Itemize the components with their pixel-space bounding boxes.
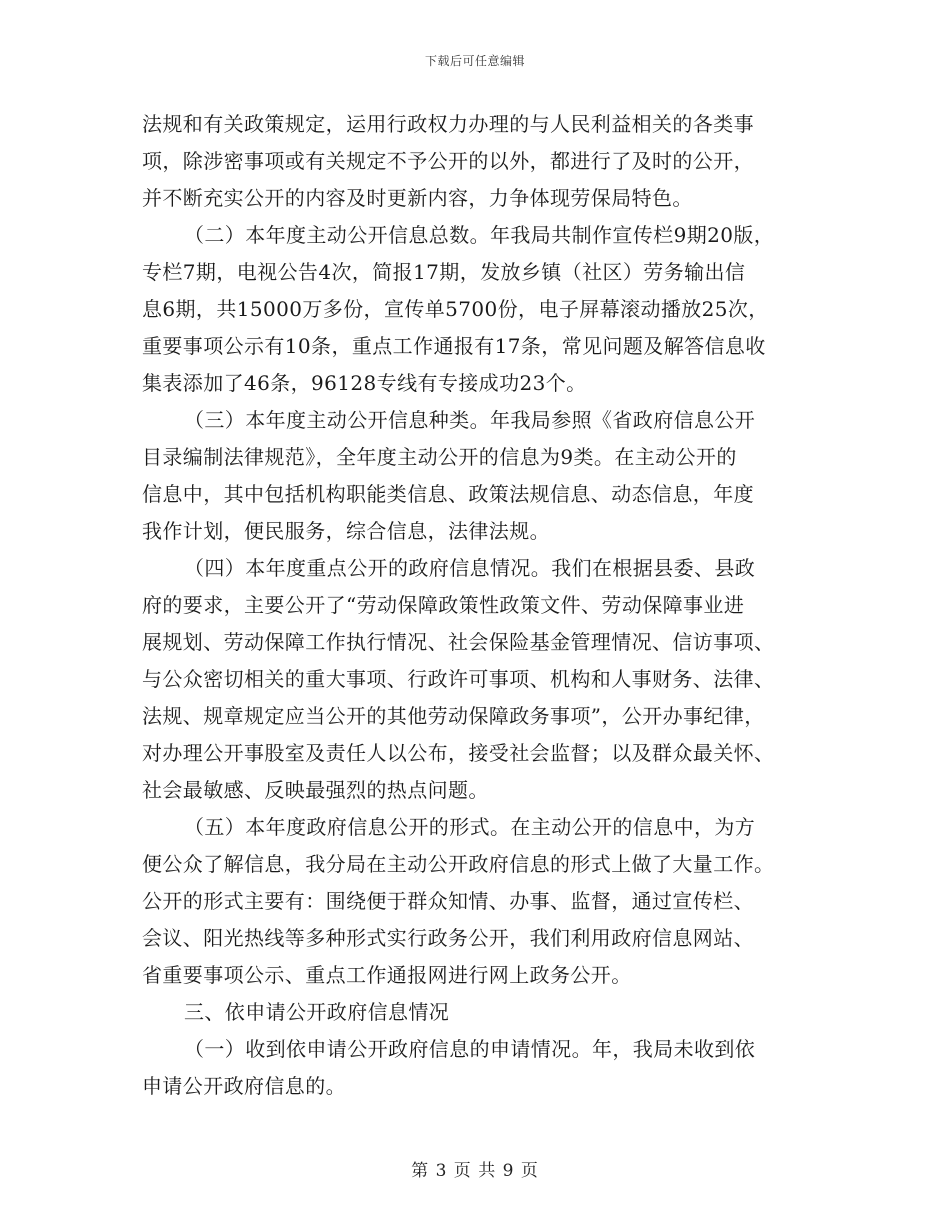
body-line: 申请公开政府信息的。 (142, 1074, 346, 1098)
page-number: 第 3 页 共 9 页 (411, 1161, 539, 1181)
document-body (142, 106, 810, 1105)
body-line: 目录编制法律规范》，全年度主动公开的信息为9类。在主动公开的 (142, 445, 737, 469)
paragraph-start: （四）本年度重点公开的政府信息情况。我们在根据县委、县政 (184, 556, 756, 580)
body-line: 省重要事项公示、重点工作通报网进行网上政务公开。 (142, 963, 632, 987)
body-line: 展规划、劳动保障工作执行情况、社会保险基金管理情况、信访事项、 (142, 630, 775, 654)
body-line: 并不断充实公开的内容及时更新内容，力争体现劳保局特色。 (142, 186, 693, 210)
body-line: 集表添加了46条，96128专线有专接成功23个。 (142, 371, 587, 395)
body-line: 公开的形式主要有：围绕便于群众知情、办事、监督，通过宣传栏、 (142, 889, 754, 913)
body-line: 项，除涉密事项或有关规定不予公开的以外，都进行了及时的公开， (142, 149, 754, 173)
body-line: 我作计划，便民服务，综合信息，法律法规。 (142, 519, 550, 543)
body-line: 会议、阳光热线等多种形式实行政务公开，我们利用政府信息网站、 (142, 926, 754, 950)
body-line: 信息中，其中包括机构职能类信息、政策法规信息、动态信息，年度 (142, 482, 754, 506)
paragraph-start: （五）本年度政府信息公开的形式。在主动公开的信息中，为方 (184, 815, 756, 839)
body-line: 对办理公开事股室及责任人以公布，接受社会监督；以及群众最关怀、 (142, 741, 775, 765)
body-line: 便公众了解信息，我分局在主动公开政府信息的形式上做了大量工作。 (142, 852, 775, 876)
body-line: 息6期，共15000万多份，宣传单5700份，电子屏幕滚动播放25次， (142, 297, 769, 321)
body-line: 法规、规章规定应当公开的其他劳动保障政务事项”，公开办事纪律， (142, 704, 765, 728)
body-line: 专栏7期，电视公告4次，简报17期，发放乡镇（社区）劳务输出信 (142, 260, 746, 284)
body-line: 社会最敏感、反映最强烈的热点问题。 (142, 778, 489, 802)
section-heading: 三、依申请公开政府信息情况 (184, 1000, 450, 1024)
body-line: 府的要求，主要公开了“劳动保障政策性政策文件、劳动保障事业进 (142, 593, 745, 617)
paragraph-start: （一）收到依申请公开政府信息的申请情况。年，我局未收到依 (184, 1037, 756, 1061)
page-header: 下载后可任意编辑 (424, 54, 525, 68)
body-line: 法规和有关政策规定，运用行政权力办理的与人民利益相关的各类事 (142, 112, 754, 136)
paragraph-start: （三）本年度主动公开信息种类。年我局参照《省政府信息公开 (184, 408, 756, 432)
body-line: 与公众密切相关的重大事项、行政许可事项、机构和人事财务、法律、 (142, 667, 775, 691)
paragraph-start: （二）本年度主动公开信息总数。年我局共制作宣传栏9期20版， (184, 223, 775, 247)
body-line: 重要事项公示有10条，重点工作通报有17条，常见问题及解答信息收 (142, 334, 766, 358)
